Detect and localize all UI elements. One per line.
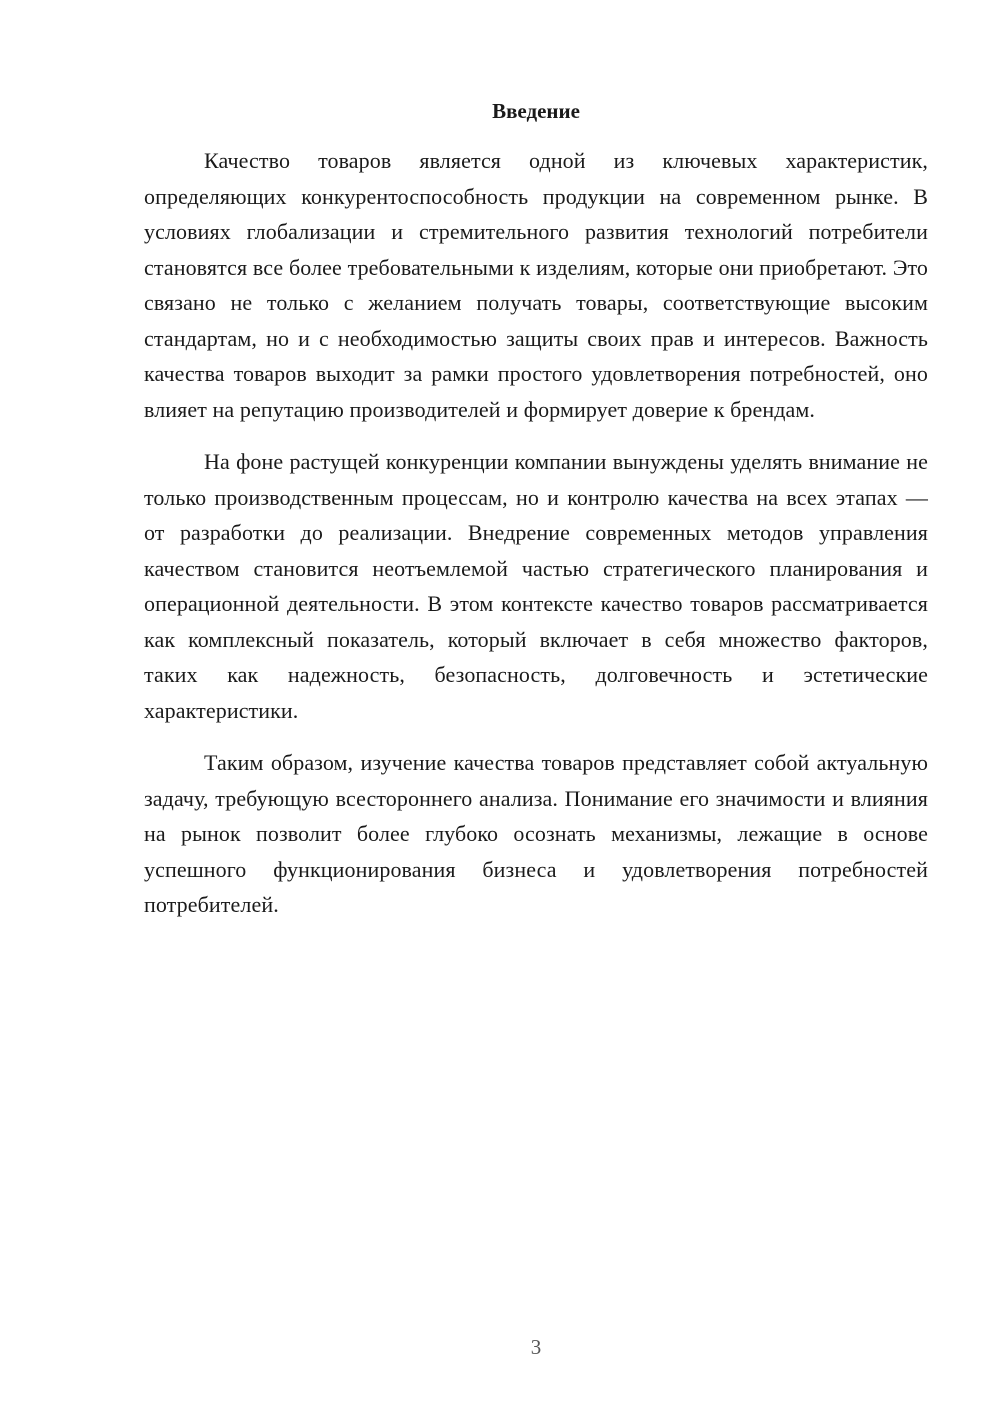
page-number: 3 bbox=[530, 1335, 542, 1359]
document-body bbox=[144, 143, 928, 940]
section-heading: Введение bbox=[492, 99, 580, 123]
paragraph-2: На фоне растущей конкуренции компании вынуждены уделять внимание не только производственным процессам, но и контролю качества на всех этапах — от разработки до реализации. Внедрение современных методов управления качеством становится неотъемлемой частью стратегического планирования и операционной деятельности. В этом контексте качество товаров рассматривается как комплексный показатель, который включает в себя множество факторов, таких как надежность, безопасность, долговечность и эстетические характеристики. bbox=[144, 449, 928, 723]
paragraph-3: Таким образом, изучение качества товаров представляет собой актуальную задачу, требующую всестороннего анализа. Понимание его значимости и влияния на рынок позволит более глубоко осознать механизмы, лежащие в основе успешного функционирования бизнеса и удовлетворения потребностей потребителей. bbox=[144, 750, 928, 917]
paragraph-1: Качество товаров является одной из ключевых характеристик, определяющих конкурентоспособность продукции на современном рынке. В условиях глобализации и стремительного развития технологий потребители становятся все более требовательными к изделиям, которые они приобретают. Это связано не только с желанием получать товары, соответствующие высоким стандартам, но и с необходимостью защиты своих прав и интересов. Важность качества товаров выходит за рамки простого удовлетворения потребностей, оно влияет на репутацию производителей и формирует доверие к брендам. bbox=[144, 148, 928, 422]
